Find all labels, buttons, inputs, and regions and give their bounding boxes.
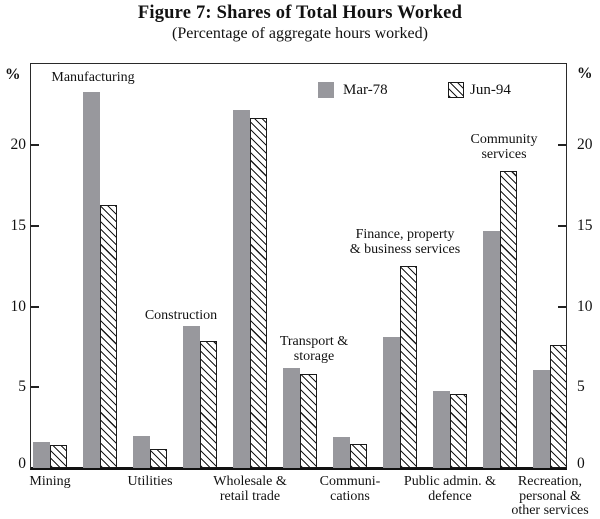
category-label-construction [106,309,256,324]
bar-mar-78-public-admin-defence [433,391,450,468]
category-label-line: Mining [29,474,71,489]
category-label-line: defence [428,488,472,504]
category-label-line: Public admin. & [403,474,497,489]
y-label-right-10: 10 [577,297,593,315]
bar-mar-78-communications [333,437,350,468]
category-label-line: Wholesale & [213,474,287,489]
y-label-left-15: 15 [10,217,26,235]
category-label-recreation-personal-other-services [475,475,600,519]
bar-jun-94-finance-property-business-services [400,266,417,468]
y-axis-unit-right: % [577,65,593,82]
figure-subtitle: (Percentage of aggregate hours worked) [172,25,428,42]
bar-jun-94-community-services [500,171,517,468]
legend-label-jun94: Jun-94 [470,82,511,98]
y-label-right-5: 5 [577,378,585,396]
bar-jun-94-recreation-personal-other-services [550,345,567,468]
y-label-left-0: 0 [18,455,26,472]
bar-jun-94-utilities [150,449,167,468]
bar-jun-94-transport-storage [300,374,317,468]
y-tick-left-10 [31,306,39,308]
category-label-line: Finance, property [355,227,455,242]
category-label-line: Recreation, [517,474,583,489]
y-axis-unit-left: % [5,66,21,83]
category-label-line: Communi- [319,474,381,489]
y-label-left-20: 20 [10,136,26,154]
bar-mar-78-wholesale-retail-trade [233,110,250,468]
bar-jun-94-wholesale-retail-trade [250,118,267,468]
category-label-manufacturing [18,71,168,86]
category-label-line: Community [470,132,538,147]
bar-jun-94-public-admin-defence [450,394,467,468]
category-label-line: storage [293,348,335,364]
category-label-community-services [429,133,579,162]
y-label-right-20: 20 [577,136,593,154]
bar-jun-94-construction [200,341,217,468]
y-tick-right-10 [558,306,566,308]
bar-mar-78-mining [33,442,50,468]
category-label-line: retail trade [219,488,281,504]
legend-swatch-jun94-icon [448,82,464,98]
bar-mar-78-transport-storage [283,368,300,468]
category-label-line: Construction [144,308,218,323]
category-label-line: other services [511,503,589,518]
category-label-line: personal & [519,488,581,504]
bar-mar-78-utilities [133,436,150,468]
bar-mar-78-community-services [483,231,500,468]
bar-mar-78-construction [183,326,200,468]
legend-label-mar78: Mar-78 [343,82,388,98]
legend-swatch-mar78-icon [318,82,334,98]
category-label-finance-property-business-services [330,228,480,257]
y-label-right-15: 15 [577,217,593,235]
y-label-left-10: 10 [10,297,26,315]
y-tick-left-20 [31,144,39,146]
bar-mar-78-recreation-personal-other-services [533,370,550,468]
figure-title: Figure 7: Shares of Total Hours Worked [137,3,463,23]
category-label-transport-storage [239,335,389,364]
category-label-line: cations [330,488,370,504]
bar-jun-94-manufacturing [100,205,117,468]
category-label-line: Utilities [127,474,173,489]
y-tick-left-15 [31,225,39,227]
y-label-left-5: 5 [18,378,26,396]
y-label-right-0: 0 [577,455,585,472]
y-tick-right-15 [558,225,566,227]
y-tick-left-5 [31,386,39,388]
bar-mar-78-manufacturing [83,92,100,468]
bar-jun-94-mining [50,445,67,468]
category-label-line: services [481,146,527,162]
category-label-line: Transport & [279,334,349,349]
bar-jun-94-communications [350,444,367,468]
category-label-line: Manufacturing [51,70,135,85]
category-label-line: & business services [349,241,461,257]
